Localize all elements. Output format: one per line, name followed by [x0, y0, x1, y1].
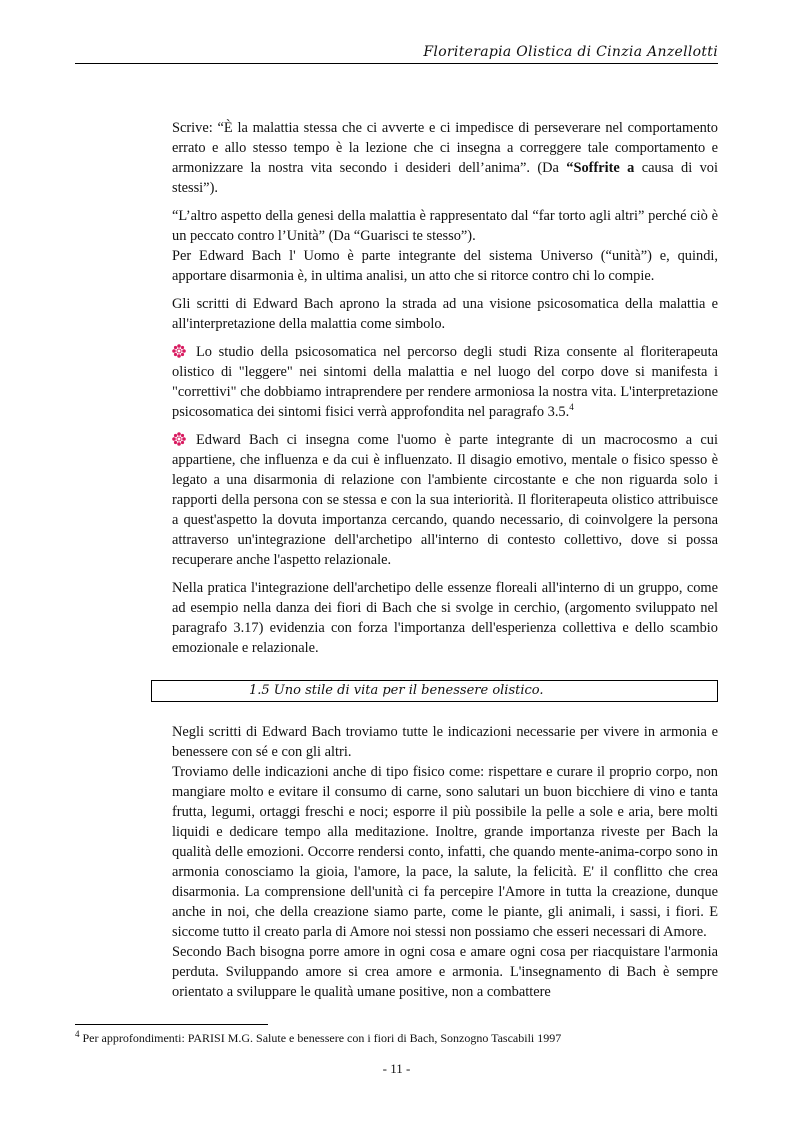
- page-number: - 11 -: [382, 1061, 411, 1076]
- book-title-bold: “Soffrite a: [566, 160, 635, 176]
- paragraph-macrocosm: Edward Bach ci insegna come l'uomo è parte integrante di un macrocosmo a cui appartiene, che influenza e da cui è influenzato. Il disagio emotivo, mentale o fisico spesso è legato a una disarmonia di relazione con l'ambiente circostante e che non riguarda solo i rapporti della persona con se stessa e con la sua interiorità. Il floriterapeuta olistico attribuisce a quest'aspetto la dovuta importanza cercando, quando necessario, di coinvolgere la persona attraverso un'integrazione dell'archetipo all'interno di contesto collettivo, dove si possa recuperare anche l'aspetto relazionale.: [172, 432, 718, 568]
- header-rule: [75, 63, 718, 64]
- section-title: 1.5 Uno stile di vita per il benessere olistico.: [249, 683, 544, 698]
- paragraph-unity: Per Edward Bach l' Uomo è parte integrante del sistema Universo (“unità”) e, quindi, apportare disarmonia è, in ultima analisi, un atto che si ritorce contro chi lo compie.: [172, 248, 718, 284]
- flower-bullet-icon: [172, 344, 186, 358]
- footnote-number: 4: [75, 1029, 80, 1039]
- running-header: Floriterapia Olistica di Cinzia Anzellotti: [423, 44, 718, 60]
- paragraph-quote-2: “L’altro aspetto della genesi della malattia è rappresentato dal “far torto agli altri” perché ciò è un peccato contro l’Unità” (Da “Guarisci te stesso”).: [172, 208, 718, 244]
- paragraph-section-3: Secondo Bach bisogna porre amore in ogni cosa e amare ogni cosa per riacquistare l'armonia perduta. Sviluppando amore si crea amore e armonia. L'insegnamento di Bach è sempre orientato a sviluppare le qualità umane positive, non a combattere: [172, 944, 718, 1000]
- footnote-rule: [75, 1024, 268, 1025]
- flower-bullet-icon: [172, 432, 186, 446]
- body-text: [172, 118, 718, 666]
- paragraph-section-1: Negli scritti di Edward Bach troviamo tutte le indicazioni necessarie per vivere in armonia e benessere con sé e con gli altri.: [172, 724, 718, 760]
- section-heading-box: [151, 680, 718, 702]
- paragraph-section-2: Troviamo delle indicazioni anche di tipo fisico come: rispettare e curare il proprio corpo, non mangiare molto e evitare il consumo di carne, sono salutari un buon bicchiere di vino e tanta frutta, legumi, ortaggi freschi e noci; esporre il più possibile la pelle a sole e aria, bere molti liquidi e dedicare tempo alla meditazione. Inoltre, grande importanza riveste per Bach la qualità delle emozioni. Occorre rendersi conto, infatti, che quando mente-anima-corpo sono in armonia conosciamo la gioia, l'amore, la pace, la salute, la felicità. E' il conflitto che crea disarmonia. La comprensione dell'unità ci fa percepire l'Amore in tutta la creazione, dunque anche in noi, che della creazione siamo parte, come le piante, gli animali, i sassi, i fiori. E siccome tutto il creato parla di Amore noi stessi non possiamo che esseri necessari di Amore.: [172, 764, 718, 940]
- footnote: $^4$ Per approfondimenti: PARISI M.G. Salute e benessere con i fiori di Bach, Sonzogno Tascabili 1997: [75, 1029, 562, 1045]
- section-body-text: [172, 722, 718, 1002]
- paragraph-quote-1: Scrive: “È la malattia stessa che ci avverte e ci impedisce di perseverare nel comportamento errato e allo stesso tempo è la lezione che ci insegna a correggere tale comportamento e armonizzare la nostra vita secondo i desideri dell’anima”. (Da “Soffrite a causa di voi stessi”).: [172, 120, 718, 196]
- paragraph-psychosomatic: Gli scritti di Edward Bach aprono la strada ad una visione psicosomatica della malattia e all'interpretazione della malattia come simbolo.: [172, 296, 718, 332]
- paragraph-riza: Lo studio della psicosomatica nel percorso degli studi Riza consente al floriterapeuta olistico di "leggere" nei sintomi della malattia e nel luogo del corpo dove si manifesta i "correttivi" che dobbiamo intraprendere per rendere armoniosa la nostra vita. L'interpretazione psicosomatica dei sintomi fisici verrà approfondita nel paragrafo 3.5.$^4$: [172, 344, 718, 420]
- paragraph-dance: Nella pratica l'integrazione dell'archetipo delle essenze floreali all'interno di un gruppo, come ad esempio nella danza dei fiori di Bach che si svolge in cerchio, (argomento sviluppato nel paragrafo 3.17) evidenzia con forza l'importanza dell'esperienza collettiva e dello scambio emozionale e relazionale.: [172, 580, 718, 656]
- footnote-ref: 4: [569, 402, 574, 413]
